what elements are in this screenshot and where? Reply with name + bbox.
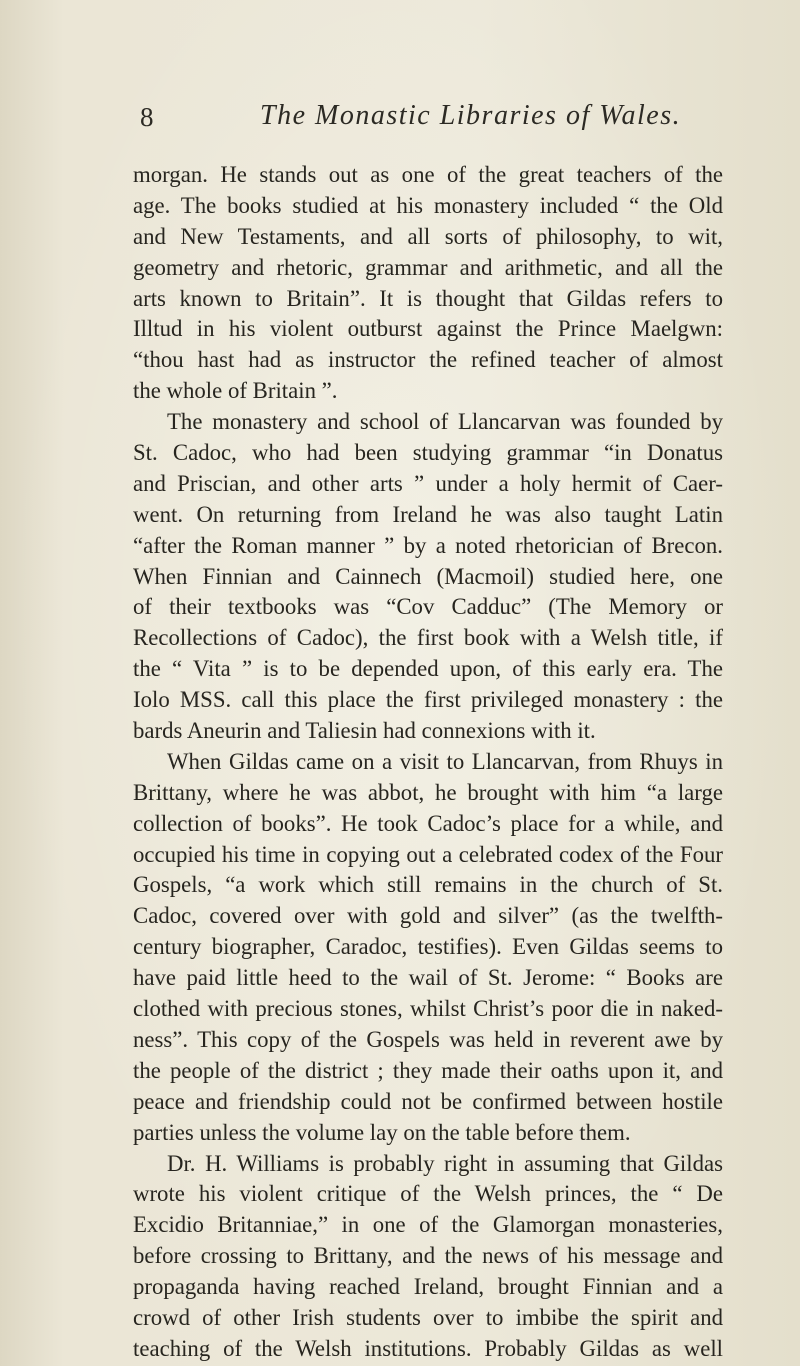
text-line: bards Aneurin and Taliesin had connexions with it. <box>133 718 596 744</box>
text-line: geometry and rhetoric, grammar and arithmetic, and all the <box>133 254 723 280</box>
page-number: 8 <box>140 102 154 132</box>
body-text <box>133 160 723 1365</box>
text-line: arts known to Britain”. It is thought that Gildas refers to <box>133 285 723 311</box>
text-line: Iolo MSS. call this place the first privileged monastery : the <box>133 687 723 713</box>
page-header <box>0 100 800 140</box>
text-line: St. Cadoc, who had been studying grammar “in Donatus <box>133 440 723 466</box>
text-line: of their textbooks was “Cov Cadduc” (The Memory or <box>133 594 723 620</box>
text-line: went. On returning from Ireland he was also taught Latin <box>133 501 723 527</box>
text-line: clothed with precious stones, whilst Christ’s poor die in naked- <box>133 996 723 1022</box>
text-line: Recollections of Cadoc), the first book with a Welsh title, if <box>133 625 723 651</box>
text-line: Illtud in his violent outburst against the Prince Maelgwn: <box>133 316 723 342</box>
text-line: When Finnian and Cainnech (Macmoil) studied here, one <box>133 563 723 589</box>
text-line: The monastery and school of Llancarvan was founded by <box>167 409 723 435</box>
running-title: The Monastic Libraries of Wales. <box>260 100 682 131</box>
text-line: the whole of Britain ”. <box>133 378 338 404</box>
text-line: collection of books”. He took Cadoc’s place for a while, and <box>133 810 723 836</box>
text-line: “thou hast had as instructor the refined teacher of almost <box>133 347 723 373</box>
text-line: wrote his violent critique of the Welsh princes, the “ De <box>133 1181 723 1207</box>
text-line: peace and friendship could not be confirmed between hostile <box>133 1088 723 1114</box>
text-line: morgan. He stands out as one of the great teachers of the <box>133 162 723 187</box>
text-line: and Priscian, and other arts ” under a holy hermit of Caer- <box>133 470 723 496</box>
text-line: parties unless the volume lay on the table before them. <box>133 1119 631 1145</box>
text-line: age. The books studied at his monastery included “ the Old <box>133 192 723 218</box>
text-line: Excidio Britanniae,” in one of the Glamorgan monasteries, <box>133 1212 723 1238</box>
text-line: “after the Roman manner ” by a noted rhetorician of Brecon. <box>133 532 723 558</box>
text-line: teaching of the Welsh institutions. Probably Gildas as well <box>133 1335 723 1361</box>
text-line: century biographer, Caradoc, testifies). Even Gildas seems to <box>133 934 723 960</box>
text-line: Brittany, where he was abbot, he brought with him “a large <box>133 779 723 805</box>
text-line: ness”. This copy of the Gospels was held in reverent awe by <box>133 1026 723 1052</box>
text-line: When Gildas came on a visit to Llancarvan, from Rhuys in <box>167 748 723 774</box>
text-line: Gospels, “a work which still remains in the church of St. <box>133 872 723 898</box>
text-line: the people of the district ; they made their oaths upon it, and <box>133 1057 723 1083</box>
text-line: Cadoc, covered over with gold and silver” (as the twelfth- <box>133 903 723 929</box>
text-line: have paid little heed to the wail of St. Jerome: “ Books are <box>133 965 723 991</box>
text-line: occupied his time in copying out a celebrated codex of the Four <box>133 841 723 867</box>
text-line: crowd of other Irish students over to imbibe the spirit and <box>133 1304 723 1330</box>
text-line: before crossing to Brittany, and the news of his message and <box>133 1243 723 1269</box>
text-line: Dr. H. Williams is probably right in assuming that Gildas <box>167 1150 723 1176</box>
text-line: and New Testaments, and all sorts of philosophy, to wit, <box>133 223 723 249</box>
text-line: propaganda having reached Ireland, brought Finnian and a <box>133 1274 723 1300</box>
text-line: the “ Vita ” is to be depended upon, of this early era. The <box>133 656 723 682</box>
